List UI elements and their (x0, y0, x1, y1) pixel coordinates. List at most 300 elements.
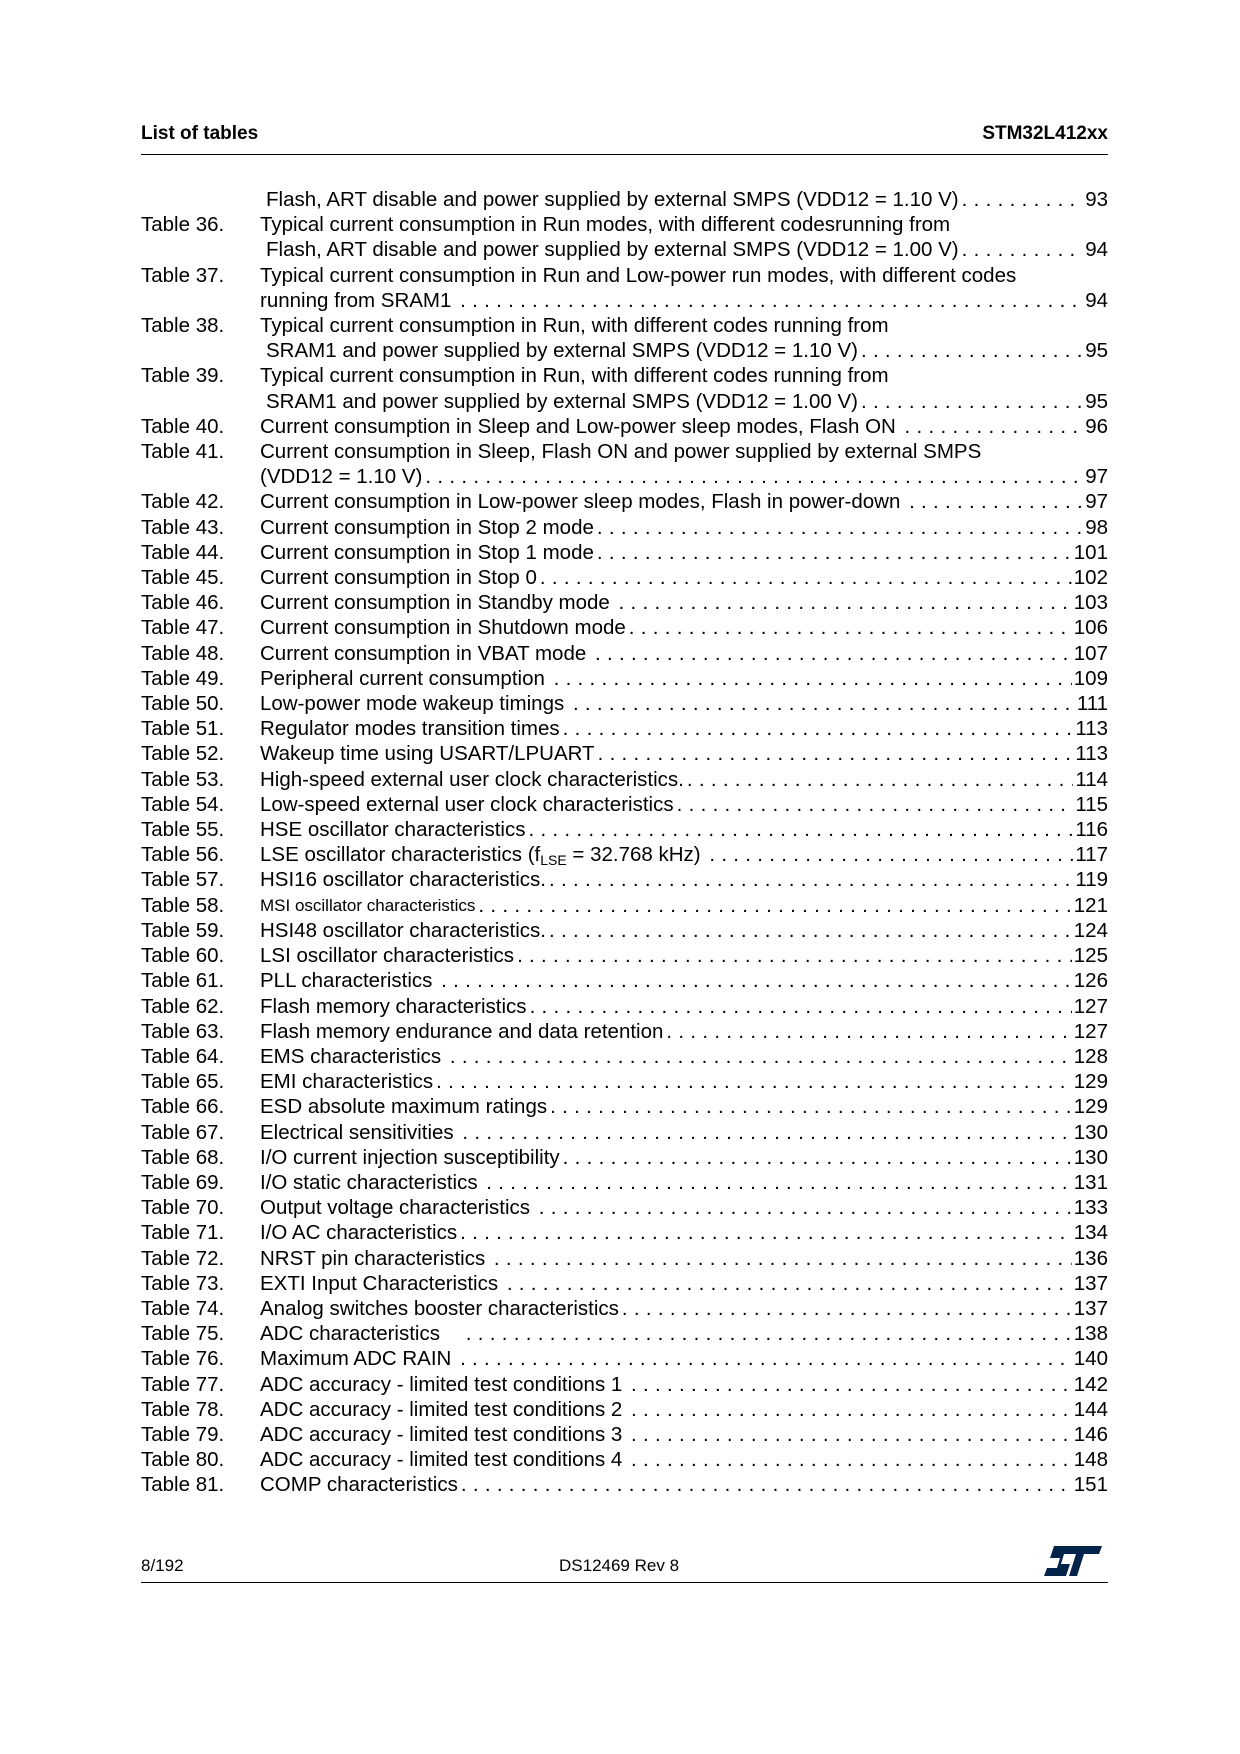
page-ref[interactable]: 136 (1073, 1246, 1108, 1270)
entry-line (260, 1346, 1108, 1371)
table-number: Table 69. (141, 1170, 225, 1194)
entry-line (260, 716, 1108, 741)
entry-title (260, 1372, 628, 1397)
entry-title (266, 237, 959, 262)
entry-title-text: Peripheral current consumption (260, 666, 551, 690)
entry-title (260, 1472, 458, 1497)
toc-entry[interactable] (141, 313, 1108, 363)
toc-entry[interactable] (141, 212, 1108, 262)
dot-leader (459, 1120, 1071, 1145)
entry-title-text: Flash memory endurance and data retention (260, 1019, 664, 1043)
page-ref[interactable]: 115 (1075, 792, 1108, 816)
page-ref[interactable]: 119 (1075, 868, 1108, 892)
toc-entry[interactable] (141, 615, 1108, 640)
entry-title (260, 1120, 459, 1145)
entry-title (260, 263, 1016, 288)
entry-title (260, 1296, 619, 1321)
entry-line (260, 389, 1108, 414)
dot-leader (475, 893, 1071, 918)
entry-title-text: ADC characteristics (260, 1322, 463, 1346)
page-ref[interactable]: 96 (1085, 414, 1108, 438)
dot-leader (663, 1019, 1071, 1044)
entry-line (260, 515, 1108, 540)
page-ref[interactable]: 94 (1085, 288, 1108, 312)
entry-title-text: Wakeup time using USART/LPUART (260, 742, 595, 766)
table-number: Table 54. (141, 792, 225, 816)
dot-leader (457, 1220, 1072, 1245)
entry-line (260, 641, 1108, 666)
entry-line (260, 867, 1108, 892)
entry-body (260, 1271, 1108, 1296)
toc-entry[interactable] (141, 943, 1108, 968)
page-ref[interactable]: 95 (1085, 389, 1108, 413)
page-ref[interactable]: 107 (1073, 641, 1108, 665)
toc-entry[interactable] (141, 968, 1108, 993)
entry-title (260, 515, 594, 540)
dot-leader (594, 515, 1083, 540)
page-ref[interactable]: 133 (1073, 1196, 1108, 1220)
table-number: Table 56. (141, 843, 225, 867)
entry-title-text: SRAM1 and power supplied by external SMPS (VDD12 = 1.00 V) (266, 389, 858, 413)
entry-body (260, 666, 1108, 691)
toc-entry[interactable] (141, 1246, 1108, 1271)
entry-title-text: EXTI Input Characteristics (260, 1271, 504, 1295)
entry-title-text: LSI oscillator characteristics (260, 944, 515, 968)
dot-leader (628, 1447, 1072, 1472)
entry-line (260, 994, 1108, 1019)
entry-body (260, 1472, 1108, 1497)
entry-body (260, 1019, 1108, 1044)
entry-line (260, 540, 1108, 565)
entry-title-text: SRAM1 and power supplied by external SMPS (VDD12 = 1.10 V) (266, 339, 858, 363)
toc-entry[interactable] (141, 716, 1108, 741)
table-number: Table 77. (141, 1372, 225, 1396)
toc-entry[interactable] (141, 565, 1108, 590)
toc-entry[interactable] (141, 1346, 1108, 1371)
table-number: Table 70. (141, 1196, 225, 1220)
page-ref[interactable]: 146 (1073, 1422, 1108, 1446)
entry-line (260, 767, 1108, 792)
table-number: Table 50. (141, 692, 225, 716)
toc-entry[interactable] (141, 489, 1108, 514)
toc-entry[interactable] (141, 1220, 1108, 1245)
entry-title-text: HSI16 oscillator characteristics. (260, 868, 546, 892)
table-number: Table 65. (141, 1070, 225, 1094)
table-number: Table 49. (141, 666, 225, 690)
dot-leader (674, 792, 1074, 817)
entry-body (260, 968, 1108, 993)
table-number: Table 43. (141, 515, 225, 539)
table-number: Table 37. (141, 263, 225, 287)
toc-entry[interactable] (141, 1447, 1108, 1472)
entry-title (260, 1195, 536, 1220)
entry-body (260, 1246, 1108, 1271)
entry-body (260, 1447, 1108, 1472)
entry-title (260, 540, 594, 565)
toc-entry[interactable] (141, 1472, 1108, 1497)
dot-leader (628, 1372, 1072, 1397)
page-ref[interactable]: 129 (1073, 1070, 1108, 1094)
page-ref[interactable]: 109 (1073, 666, 1108, 690)
subscript: LSE (540, 852, 567, 869)
toc-entry[interactable] (141, 842, 1108, 867)
entry-body (260, 187, 1108, 212)
entry-line (260, 1271, 1108, 1296)
page-ref[interactable]: 103 (1073, 591, 1108, 615)
toc-entry[interactable] (141, 590, 1108, 615)
entry-title-text: Current consumption in Low-power sleep modes, Flash in power-down (260, 490, 907, 514)
entry-title (260, 1246, 491, 1271)
page-ref[interactable]: 102 (1073, 566, 1108, 590)
entry-title-text: MSI oscillator characteristics (260, 895, 476, 915)
toc-entry[interactable] (141, 439, 1108, 489)
entry-body (260, 691, 1108, 716)
page-ref[interactable]: 113 (1075, 742, 1108, 766)
entry-title-text: I/O AC characteristics (260, 1221, 458, 1245)
dot-leader (626, 615, 1072, 640)
entry-title (260, 918, 546, 943)
table-number: Table 80. (141, 1448, 225, 1472)
page-ref[interactable]: 129 (1073, 1095, 1108, 1119)
entry-title-text: Current consumption in Stop 0 (260, 566, 537, 590)
toc-entry[interactable] (141, 1170, 1108, 1195)
page-ref[interactable]: 151 (1073, 1473, 1108, 1497)
table-number: Table 73. (141, 1271, 225, 1295)
table-number: Table 63. (141, 1019, 225, 1043)
page-ref[interactable]: 144 (1073, 1397, 1108, 1421)
page-number: 8/192 (141, 1556, 184, 1575)
page-ref[interactable]: 137 (1073, 1271, 1108, 1295)
st-logo-icon (1044, 1544, 1102, 1578)
entry-line (260, 439, 1108, 464)
entry-body (260, 716, 1108, 741)
entry-title-text: ADC accuracy - limited test conditions 4 (260, 1448, 628, 1472)
toc-entry[interactable] (141, 1372, 1108, 1397)
dot-leader (619, 1296, 1072, 1321)
entry-title-text: High-speed external user clock characteristics. (260, 767, 684, 791)
entry-body (260, 1296, 1108, 1321)
toc-entry[interactable] (141, 414, 1108, 439)
table-number: Table 52. (141, 742, 225, 766)
toc-entry[interactable] (141, 263, 1108, 313)
page-ref[interactable]: 126 (1073, 969, 1108, 993)
entry-body (260, 1195, 1108, 1220)
entry-title (260, 994, 527, 1019)
toc-entry[interactable] (141, 741, 1108, 766)
entry-title (260, 363, 889, 388)
dot-leader (592, 641, 1072, 666)
entry-title (260, 741, 595, 766)
page-ref[interactable]: 101 (1073, 540, 1108, 564)
toc-entry[interactable] (141, 187, 1108, 212)
dot-leader (628, 1422, 1072, 1447)
entry-line (260, 1397, 1108, 1422)
page-ref[interactable]: 106 (1073, 616, 1108, 640)
toc-entry[interactable] (141, 893, 1108, 918)
page-ref[interactable]: 137 (1073, 1296, 1108, 1320)
table-number: Table 36. (141, 213, 225, 237)
page-ref[interactable]: 95 (1085, 339, 1108, 363)
entry-title-text: EMS characteristics (260, 1044, 447, 1068)
table-number: Table 38. (141, 314, 225, 338)
dot-leader (684, 767, 1073, 792)
table-number: Table 81. (141, 1473, 225, 1497)
entry-line (260, 1220, 1108, 1245)
entry-body (260, 1044, 1108, 1069)
entry-title (266, 338, 858, 363)
toc-entry[interactable] (141, 1195, 1108, 1220)
entry-title (260, 893, 475, 918)
entry-title-text: Regulator modes transition times (260, 717, 560, 741)
entry-title-text: EMI characteristics (260, 1070, 434, 1094)
entry-title-text: ADC accuracy - limited test conditions 3 (260, 1422, 628, 1446)
entry-title-text: ADC accuracy - limited test conditions 1 (260, 1372, 628, 1396)
table-number: Table 72. (141, 1246, 225, 1270)
entry-title-text: HSI48 oscillator characteristics. (260, 918, 546, 942)
dot-leader (858, 389, 1083, 414)
toc-entry[interactable] (141, 1044, 1108, 1069)
entry-title-text: Typical current consumption in Run and Low-power run modes, with different codes (260, 263, 1017, 287)
page-ref[interactable]: 94 (1085, 238, 1108, 262)
toc-entry[interactable] (141, 540, 1108, 565)
page-ref[interactable]: 121 (1073, 893, 1108, 917)
entry-line (260, 893, 1108, 918)
entry-title (260, 1321, 463, 1346)
entry-title (260, 792, 674, 817)
page-ref[interactable]: 130 (1073, 1120, 1108, 1144)
toc-entry[interactable] (141, 918, 1108, 943)
table-number: Table 67. (141, 1120, 225, 1144)
page-ref[interactable]: 138 (1073, 1322, 1108, 1346)
entry-title (260, 1019, 663, 1044)
dot-leader (463, 1321, 1072, 1346)
entry-line (260, 968, 1108, 993)
entry-body (260, 792, 1108, 817)
dot-leader (560, 716, 1074, 741)
entry-body (260, 994, 1108, 1019)
entry-title (260, 414, 902, 439)
entry-title-text: ADC accuracy - limited test conditions 2 (260, 1397, 628, 1421)
table-number: Table 55. (141, 818, 225, 842)
entry-title (260, 1220, 457, 1245)
page-ref[interactable]: 124 (1073, 918, 1108, 942)
entry-title (260, 1346, 457, 1371)
entry-title (260, 716, 560, 741)
toc-entry[interactable] (141, 363, 1108, 413)
dot-leader (447, 1044, 1072, 1069)
page-ref[interactable]: 134 (1073, 1221, 1108, 1245)
entry-line (260, 1447, 1108, 1472)
entry-body (260, 741, 1108, 766)
entry-line (260, 1296, 1108, 1321)
page-ref[interactable]: 97 (1085, 490, 1108, 514)
entry-body (260, 842, 1108, 867)
table-number: Table 76. (141, 1347, 225, 1371)
table-number: Table 60. (141, 944, 225, 968)
page-ref[interactable]: 148 (1073, 1448, 1108, 1472)
entry-title-text: I/O static characteristics (260, 1170, 484, 1194)
entry-title-text: Output voltage characteristics (260, 1196, 536, 1220)
dot-leader (525, 817, 1073, 842)
entry-title-text: Typical current consumption in Run, with different codes running from (260, 314, 889, 338)
toc-entry[interactable] (141, 515, 1108, 540)
entry-title-text: PLL characteristics (260, 969, 439, 993)
table-number: Table 47. (141, 616, 225, 640)
toc-entry[interactable] (141, 817, 1108, 842)
table-number: Table 71. (141, 1221, 225, 1245)
toc-entry[interactable] (141, 1422, 1108, 1447)
entry-title (260, 817, 525, 842)
toc-entry[interactable] (141, 1094, 1108, 1119)
toc-entry[interactable] (141, 994, 1108, 1019)
entry-title (260, 943, 514, 968)
entry-title-text: Current consumption in Stop 1 mode (260, 540, 594, 564)
page-ref[interactable]: 114 (1075, 767, 1108, 791)
entry-title-text: Low-speed external user clock characteristics (260, 792, 674, 816)
toc-entry[interactable] (141, 691, 1108, 716)
entry-body (260, 212, 1108, 262)
entry-title-text: (VDD12 = 1.10 V) (260, 465, 423, 489)
entry-title-text: ESD absolute maximum ratings (260, 1095, 548, 1119)
toc-entry[interactable] (141, 1120, 1108, 1145)
entry-body (260, 867, 1108, 892)
entry-body (260, 1397, 1108, 1422)
entry-title (260, 691, 570, 716)
toc-entry[interactable] (141, 1397, 1108, 1422)
entry-line (260, 464, 1108, 489)
product-name: STM32L412xx (982, 123, 1108, 144)
dot-leader (536, 1195, 1072, 1220)
page-ref[interactable]: 117 (1075, 843, 1108, 867)
table-number: Table 74. (141, 1296, 225, 1320)
entry-line (260, 691, 1108, 716)
page-ref[interactable]: 127 (1073, 994, 1108, 1018)
entry-body (260, 1145, 1108, 1170)
toc-entry[interactable] (141, 1145, 1108, 1170)
dot-leader (483, 1170, 1072, 1195)
entry-line (260, 1422, 1108, 1447)
page-ref[interactable]: 127 (1073, 1019, 1108, 1043)
entry-body (260, 263, 1108, 313)
toc-entry[interactable] (141, 1296, 1108, 1321)
table-number: Table 51. (141, 717, 225, 741)
page-ref[interactable]: 142 (1073, 1372, 1108, 1396)
entry-title-text: Maximum ADC RAIN (260, 1347, 458, 1371)
table-number: Table 62. (141, 994, 225, 1018)
entry-body (260, 515, 1108, 540)
table-number: Table 39. (141, 364, 225, 388)
entry-body (260, 565, 1108, 590)
entry-body (260, 590, 1108, 615)
dot-leader (959, 237, 1084, 262)
entry-title-text: I/O current injection susceptibility (260, 1145, 560, 1169)
table-number: Table 58. (141, 893, 225, 917)
entry-body (260, 918, 1108, 943)
table-number: Table 75. (141, 1322, 225, 1346)
entry-line (260, 1195, 1108, 1220)
entry-body (260, 439, 1108, 489)
entry-title (260, 1094, 547, 1119)
page-ref[interactable]: 131 (1073, 1170, 1108, 1194)
entry-body (260, 363, 1108, 413)
entry-title-text: HSE oscillator characteristics (260, 818, 526, 842)
table-number: Table 59. (141, 918, 225, 942)
entry-line (260, 338, 1108, 363)
entry-title (260, 313, 889, 338)
dot-leader (547, 1094, 1072, 1119)
entry-body (260, 1120, 1108, 1145)
page-ref[interactable]: 140 (1073, 1347, 1108, 1371)
toc-entry[interactable] (141, 792, 1108, 817)
toc-entry[interactable] (141, 1019, 1108, 1044)
entry-body (260, 1094, 1108, 1119)
entry-line (260, 263, 1108, 288)
page-ref[interactable]: 130 (1073, 1145, 1108, 1169)
dot-leader (438, 968, 1072, 993)
entry-body (260, 943, 1108, 968)
dot-leader (457, 1346, 1072, 1371)
toc-entry[interactable] (141, 1321, 1108, 1346)
page-ref[interactable]: 98 (1085, 515, 1108, 539)
dot-leader (514, 943, 1072, 968)
dot-leader (570, 691, 1075, 716)
entry-title (260, 1145, 560, 1170)
page-ref[interactable]: 116 (1075, 818, 1108, 842)
toc-entry[interactable] (141, 666, 1108, 691)
entry-title (260, 565, 537, 590)
entry-line (260, 741, 1108, 766)
page-ref[interactable]: 93 (1085, 188, 1108, 211)
entry-title-text: Typical current consumption in Run modes, with different codesrunning from (260, 213, 951, 237)
dot-leader (457, 288, 1083, 313)
toc-entry[interactable] (141, 1069, 1108, 1094)
entry-body (260, 414, 1108, 439)
toc-entry[interactable] (141, 767, 1108, 792)
table-number: Table 45. (141, 566, 225, 590)
dot-leader (433, 1069, 1072, 1094)
table-number: Table 46. (141, 591, 225, 615)
entry-line (260, 1094, 1108, 1119)
toc-entry[interactable] (141, 641, 1108, 666)
entry-title (260, 968, 438, 993)
entry-body (260, 540, 1108, 565)
entry-title (260, 1271, 504, 1296)
page-ref[interactable]: 111 (1076, 692, 1108, 716)
page-ref[interactable]: 97 (1085, 465, 1108, 489)
entry-title (260, 767, 684, 792)
page-ref[interactable]: 128 (1073, 1044, 1108, 1068)
page-ref[interactable]: 125 (1073, 944, 1108, 968)
entry-line (260, 363, 1108, 388)
page-ref[interactable]: 113 (1075, 717, 1108, 741)
entry-title-text: LSE oscillator characteristics (f (260, 843, 541, 867)
entry-title-text: Current consumption in Shutdown mode (260, 616, 626, 640)
table-number: Table 53. (141, 767, 225, 791)
entry-title-text: Typical current consumption in Run, with different codes running from (260, 364, 889, 388)
table-number: Table 48. (141, 641, 225, 665)
entry-title-text: COMP characteristics (260, 1473, 458, 1497)
entry-line (260, 1019, 1108, 1044)
toc-entry[interactable] (141, 1271, 1108, 1296)
entry-title-text: Current consumption in Sleep and Low-power sleep modes, Flash ON (260, 414, 902, 438)
entry-line (260, 1044, 1108, 1069)
table-number: Table 68. (141, 1145, 225, 1169)
table-number: Table 41. (141, 440, 225, 464)
entry-line (260, 590, 1108, 615)
entry-title-text: Flash, ART disable and power supplied by external SMPS (VDD12 = 1.10 V) (266, 188, 959, 211)
page-footer (141, 1545, 1108, 1583)
toc-entry[interactable] (141, 867, 1108, 892)
